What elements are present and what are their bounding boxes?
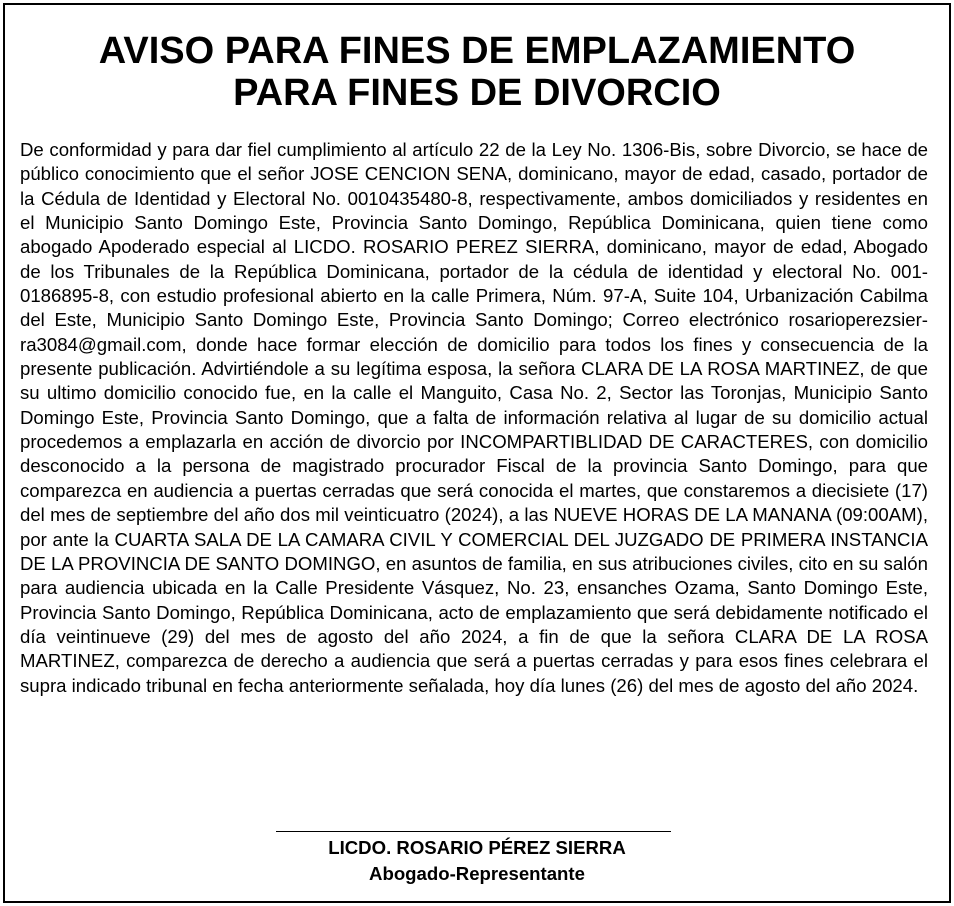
legal-notice xyxy=(3,3,951,903)
notice-title-line-2: PARA FINES DE DIVORCIO xyxy=(233,72,721,114)
notice-title xyxy=(5,30,949,114)
notice-title-line-1: AVISO PARA FINES DE EMPLAZAMIENTO xyxy=(98,30,856,72)
notice-body: De conformidad y para dar fiel cumplimiento al artículo 22 de la Ley No. 1306-Bis, sobre Divorcio, se hace de público conocimiento que el señor JOSE CENCION SENA, dominicano, mayor de edad, casado, portador de la Cédula de Identidad y Electoral No. 0010435480-8, respectivamente, ambos domiciliados y residentes en el Municipio Santo Domingo Este, Provincia Santo Domingo, República Dominicana, quien tiene como abogado Apoderado especial al LICDO. ROSARIO PEREZ SIERRA, dominicano, mayor de edad, Abogado de los Tribunales de la República Dominicana, portador de la cédula de identidad y electoral No. 001-0186895-8, con estudio profesional abierto en la calle Primera, Núm. 97-A, Suite 104, Urbanización Cabilma del Este, Municipio Santo Domingo Este, Provincia Santo Domingo; Correo electrónico rosarioperezsier-ra3084@gmail.com, donde hace formar elección de domicilio para todos los fines y consecuencia de la presente publicación. Advirtiéndole a su legítima esposa, la señora CLARA DE LA ROSA MARTINEZ, de que su ultimo domicilio conocido fue, en la calle el Manguito, Casa No. 2, Sector las Toronjas, Municipio Santo Domingo Este, Provincia Santo Domingo, que a falta de información relativa al lugar de su domicilio actual procedemos a emplazarla en acción de divorcio por INCOMPARTIBLIDAD DE CARACTERES, con domicilio desconocido a la persona de magistrado procurador Fiscal de la provincia Santo Domingo, para que comparezca en audiencia a puertas cerradas que será conocida el martes, que constaremos a diecisiete (17) del mes de septiembre del año dos mil veinticuatro (2024), a las NUEVE HORAS DE LA MANANA (09:00AM), por ante la CUARTA SALA DE LA CAMARA CIVIL Y COMERCIAL DEL JUZGADO DE PRIMERA INSTANCIA DE LA PROVINCIA DE SANTO DOMINGO, en asuntos de familia, en sus atribuciones civiles, cito en su salón para audiencia ubicada en la Calle Presidente Vásquez, No. 23, ensanches Ozama, Santo Domingo Este, Provincia Santo Domingo, República Dominicana, acto de emplazamiento que será debidamente notificado el día veintinueve (29) del mes de agosto del año 2024, a fin de que la señora CLARA DE LA ROSA MARTINEZ, comparezca de derecho a audiencia que será a puertas cerradas y para esos fines celebrara el supra indicado tribunal en fecha anteriormente señalada, hoy día lunes (26) del mes de agosto del año 2024. xyxy=(20,139,928,696)
signature-line xyxy=(276,831,671,832)
signature-role: Abogado-Representante xyxy=(369,863,585,884)
signature-name: LICDO. ROSARIO PÉREZ SIERRA xyxy=(328,837,626,858)
